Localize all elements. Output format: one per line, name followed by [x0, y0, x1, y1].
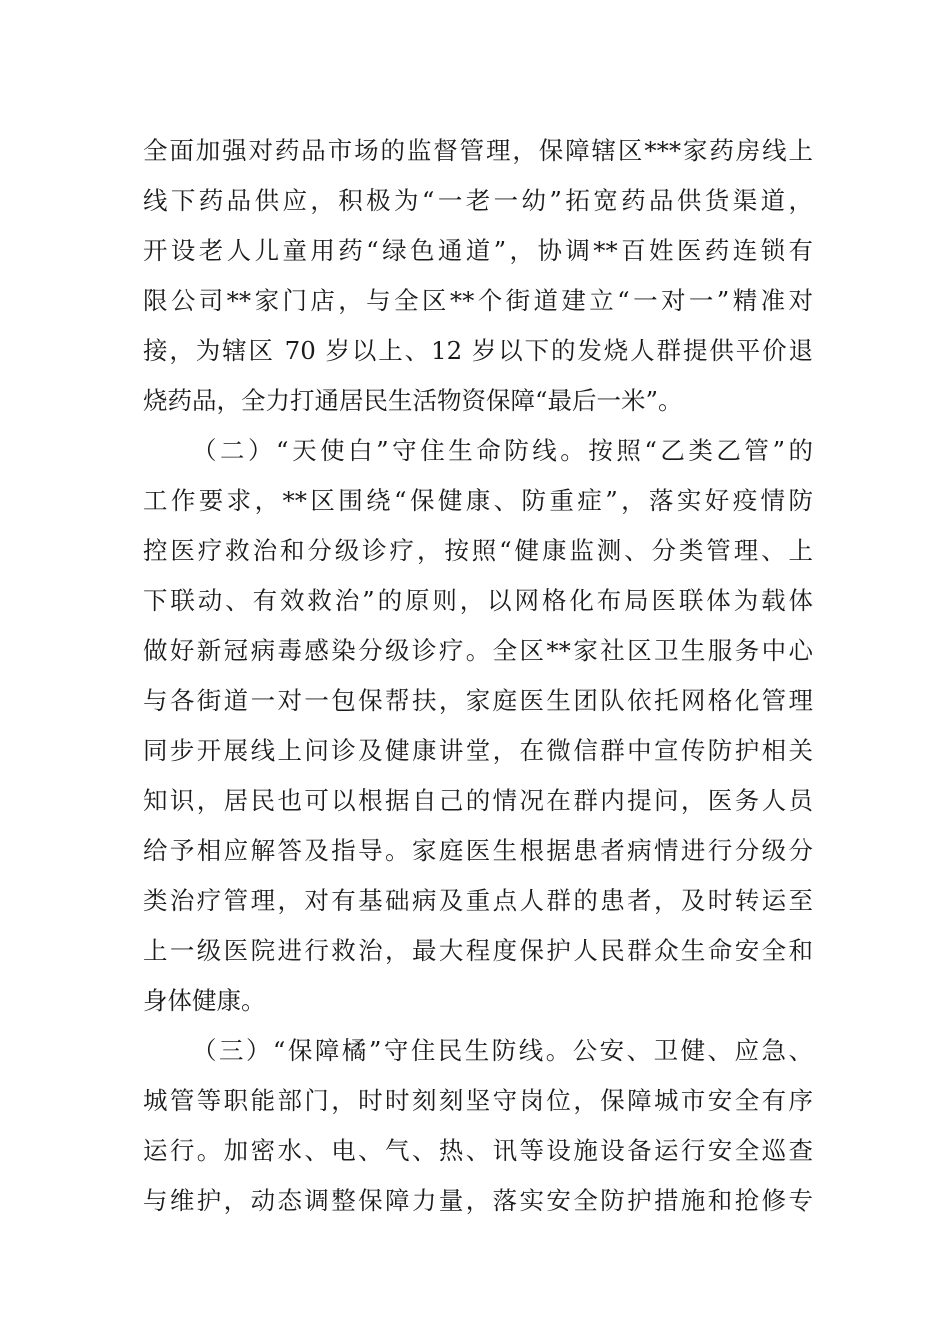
text-line: 接，为辖区 70 岁以上、12 岁以下的发烧人群提供平价退: [143, 336, 813, 365]
text-line: 给予相应解答及指导。家庭医生根据患者病情进行分级分: [143, 836, 813, 865]
body-text: [143, 126, 813, 1226]
text-line: 开设老人儿童用药“绿色通道”，协调**百姓医药连锁有: [143, 236, 813, 265]
text-line: 上一级医院进行救治，最大程度保护人民群众生命安全和: [143, 936, 813, 965]
text-line: 工作要求，**区围绕“保健康、防重症”，落实好疫情防: [143, 486, 813, 515]
text-line: 身体健康。: [143, 986, 266, 1015]
text-line: 同步开展线上问诊及健康讲堂，在微信群中宣传防护相关: [143, 736, 813, 765]
paragraph-first-line: （三）“保障橘”守住民生防线。公安、卫健、应急、: [192, 1036, 813, 1065]
text-line: 限公司**家门店，与全区**个街道建立“一对一”精准对: [143, 286, 813, 315]
text-line: 知识，居民也可以根据自己的情况在群内提问，医务人员: [143, 786, 813, 815]
text-line: 控医疗救治和分级诊疗，按照“健康监测、分类管理、上: [143, 536, 813, 565]
text-line: 与维护，动态调整保障力量，落实安全防护措施和抢修专: [143, 1186, 813, 1215]
paragraph-first-line: （二）“天使白”守住生命防线。按照“乙类乙管”的: [192, 436, 813, 465]
text-line: 线下药品供应，积极为“一老一幼”拓宽药品供货渠道，: [143, 186, 813, 215]
text-line: 城管等职能部门，时时刻刻坚守岗位，保障城市安全有序: [143, 1086, 813, 1115]
text-line: 运行。加密水、电、气、热、讯等设施设备运行安全巡查: [143, 1136, 813, 1165]
text-line: 类治疗管理，对有基础病及重点人群的患者，及时转运至: [143, 886, 813, 915]
text-line: 烧药品，全力打通居民生活物资保障“最后一米”。: [143, 386, 683, 415]
text-line: 与各街道一对一包保帮扶，家庭医生团队依托网格化管理: [143, 686, 813, 715]
text-line: 下联动、有效救治”的原则，以网格化布局医联体为载体: [143, 586, 813, 615]
text-line: 全面加强对药品市场的监督管理，保障辖区***家药房线上: [143, 136, 813, 165]
text-line: 做好新冠病毒感染分级诊疗。全区**家社区卫生服务中心: [143, 636, 813, 665]
